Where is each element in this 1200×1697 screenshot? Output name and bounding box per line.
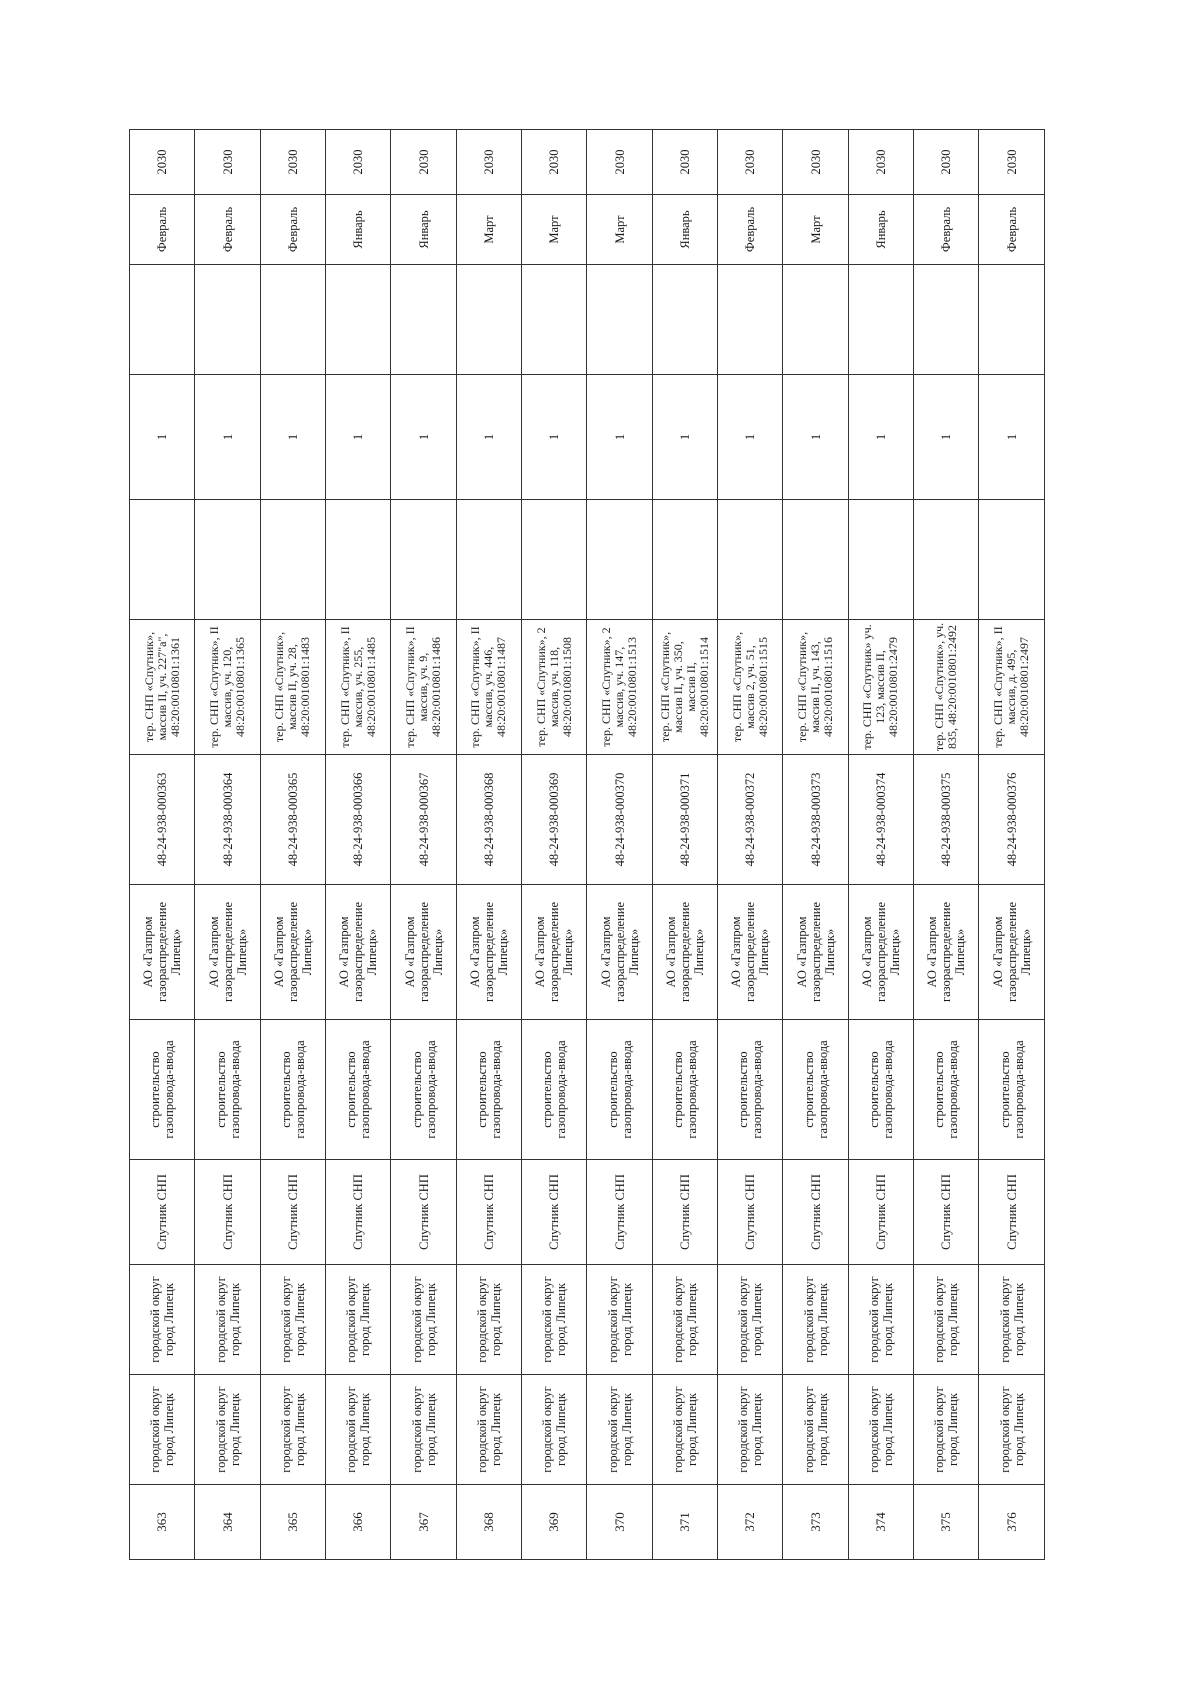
district-cell: городской округ город Липецк xyxy=(652,1375,717,1485)
month-cell: Февраль xyxy=(979,195,1044,265)
quantity-cell: 1 xyxy=(456,375,521,500)
settlement-cell: городской округ город Липецк xyxy=(456,1265,521,1375)
object-code-cell: 48-24-938-000364 xyxy=(195,755,260,885)
organization-cell: АО «Газпром газораспределение Липецк» xyxy=(391,885,456,1020)
location-cell: тер. СНП «Спутник», II массив, уч. 120, 48:20:0010801:1365 xyxy=(195,620,260,755)
work-type-cell: строительство газопровода-ввода xyxy=(456,1020,521,1160)
table-row xyxy=(195,130,260,1560)
organization-cell: АО «Газпром газораспределение Липецк» xyxy=(326,885,391,1020)
year-cell: 2030 xyxy=(456,130,521,195)
organization-cell: АО «Газпром газораспределение Липецк» xyxy=(130,885,195,1020)
object-code-cell: 48-24-938-000374 xyxy=(848,755,913,885)
month-cell: Январь xyxy=(848,195,913,265)
quantity-cell: 1 xyxy=(979,375,1044,500)
table-body xyxy=(130,130,1045,1560)
location-cell: тер. СНП «Спутник», 2 массив, уч. 118, 48:20:0010801:1508 xyxy=(522,620,587,755)
work-type-cell: строительство газопровода-ввода xyxy=(914,1020,979,1160)
district-cell: городской округ город Липецк xyxy=(130,1375,195,1485)
location-cell: тер. СНП «Спутник» уч. 123, массив II, 48:20:0010801:2479 xyxy=(848,620,913,755)
empty-cell xyxy=(914,265,979,375)
organization-cell: АО «Газпром газораспределение Липецк» xyxy=(587,885,652,1020)
month-cell: Март xyxy=(522,195,587,265)
row-number: 369 xyxy=(522,1485,587,1560)
empty-cell xyxy=(848,500,913,620)
empty-cell xyxy=(979,265,1044,375)
quantity-cell: 1 xyxy=(195,375,260,500)
table-row xyxy=(718,130,783,1560)
district-cell: городской округ город Липецк xyxy=(914,1375,979,1485)
year-cell: 2030 xyxy=(587,130,652,195)
month-cell: Февраль xyxy=(718,195,783,265)
object-code-cell: 48-24-938-000370 xyxy=(587,755,652,885)
row-number: 368 xyxy=(456,1485,521,1560)
district-cell: городской округ город Липецк xyxy=(587,1375,652,1485)
district-cell: городской округ город Липецк xyxy=(326,1375,391,1485)
work-type-cell: строительство газопровода-ввода xyxy=(718,1020,783,1160)
object-code-cell: 48-24-938-000363 xyxy=(130,755,195,885)
settlement-cell: городской округ город Липецк xyxy=(260,1265,325,1375)
month-cell: Январь xyxy=(326,195,391,265)
district-cell: городской округ город Липецк xyxy=(456,1375,521,1485)
empty-cell xyxy=(587,265,652,375)
row-number: 365 xyxy=(260,1485,325,1560)
year-cell: 2030 xyxy=(652,130,717,195)
settlement-cell: городской округ город Липецк xyxy=(130,1265,195,1375)
month-cell: Февраль xyxy=(914,195,979,265)
year-cell: 2030 xyxy=(260,130,325,195)
object-name-cell: Спутник СНП xyxy=(522,1160,587,1265)
year-cell: 2030 xyxy=(914,130,979,195)
row-number: 363 xyxy=(130,1485,195,1560)
settlement-cell: городской округ город Липецк xyxy=(979,1265,1044,1375)
quantity-cell: 1 xyxy=(783,375,848,500)
month-cell: Март xyxy=(783,195,848,265)
table-row xyxy=(326,130,391,1560)
month-cell: Февраль xyxy=(195,195,260,265)
empty-cell xyxy=(195,500,260,620)
object-code-cell: 48-24-938-000375 xyxy=(914,755,979,885)
quantity-cell: 1 xyxy=(652,375,717,500)
quantity-cell: 1 xyxy=(522,375,587,500)
empty-cell xyxy=(652,265,717,375)
table-row xyxy=(260,130,325,1560)
empty-cell xyxy=(522,265,587,375)
object-name-cell: Спутник СНП xyxy=(718,1160,783,1265)
row-number: 370 xyxy=(587,1485,652,1560)
location-cell: тер. СНП «Спутник», массив II, уч. 143, 48:20:0010801:1516 xyxy=(783,620,848,755)
location-cell: тер. СНП «Спутник», массив II, уч. 227"а", 48:20:0010801:1361 xyxy=(130,620,195,755)
work-type-cell: строительство газопровода-ввода xyxy=(195,1020,260,1160)
rotated-table-container xyxy=(129,130,1044,1560)
object-code-cell: 48-24-938-000372 xyxy=(718,755,783,885)
empty-cell xyxy=(195,265,260,375)
work-type-cell: строительство газопровода-ввода xyxy=(391,1020,456,1160)
district-cell: городской округ город Липецк xyxy=(522,1375,587,1485)
object-name-cell: Спутник СНП xyxy=(783,1160,848,1265)
empty-cell xyxy=(456,265,521,375)
district-cell: городской округ город Липецк xyxy=(979,1375,1044,1485)
organization-cell: АО «Газпром газораспределение Липецк» xyxy=(783,885,848,1020)
row-number: 373 xyxy=(783,1485,848,1560)
empty-cell xyxy=(130,500,195,620)
quantity-cell: 1 xyxy=(130,375,195,500)
quantity-cell: 1 xyxy=(326,375,391,500)
work-type-cell: строительство газопровода-ввода xyxy=(652,1020,717,1160)
location-cell: тер. СНП «Спутник», II массив, д. 495, 48:20:0010801:2497 xyxy=(979,620,1044,755)
object-name-cell: Спутник СНП xyxy=(587,1160,652,1265)
year-cell: 2030 xyxy=(522,130,587,195)
object-name-cell: Спутник СНП xyxy=(848,1160,913,1265)
work-type-cell: строительство газопровода-ввода xyxy=(522,1020,587,1160)
organization-cell: АО «Газпром газораспределение Липецк» xyxy=(914,885,979,1020)
empty-cell xyxy=(326,500,391,620)
location-cell: тер. СНП «Спутник», 2 массив, уч. 147, 48:20:0010801:1513 xyxy=(587,620,652,755)
row-number: 374 xyxy=(848,1485,913,1560)
object-name-cell: Спутник СНП xyxy=(130,1160,195,1265)
row-number: 364 xyxy=(195,1485,260,1560)
settlement-cell: городской округ город Липецк xyxy=(326,1265,391,1375)
location-cell: тер. СНП «Спутник», уч. 835, 48:20:0010801:2492 xyxy=(914,620,979,755)
object-code-cell: 48-24-938-000369 xyxy=(522,755,587,885)
quantity-cell: 1 xyxy=(718,375,783,500)
object-name-cell: Спутник СНП xyxy=(391,1160,456,1265)
district-cell: городской округ город Липецк xyxy=(260,1375,325,1485)
location-cell: тер. СНП «Спутник», массив II, уч. 350, массив II, 48:20:0010801:1514 xyxy=(652,620,717,755)
row-number: 371 xyxy=(652,1485,717,1560)
settlement-cell: городской округ город Липецк xyxy=(652,1265,717,1375)
year-cell: 2030 xyxy=(718,130,783,195)
quantity-cell: 1 xyxy=(848,375,913,500)
settlement-cell: городской округ город Липецк xyxy=(195,1265,260,1375)
work-type-cell: строительство газопровода-ввода xyxy=(130,1020,195,1160)
object-code-cell: 48-24-938-000373 xyxy=(783,755,848,885)
organization-cell: АО «Газпром газораспределение Липецк» xyxy=(456,885,521,1020)
empty-cell xyxy=(391,500,456,620)
row-number: 376 xyxy=(979,1485,1044,1560)
year-cell: 2030 xyxy=(391,130,456,195)
object-name-cell: Спутник СНП xyxy=(979,1160,1044,1265)
organization-cell: АО «Газпром газораспределение Липецк» xyxy=(979,885,1044,1020)
object-name-cell: Спутник СНП xyxy=(326,1160,391,1265)
object-code-cell: 48-24-938-000371 xyxy=(652,755,717,885)
row-number: 367 xyxy=(391,1485,456,1560)
month-cell: Февраль xyxy=(260,195,325,265)
organization-cell: АО «Газпром газораспределение Липецк» xyxy=(195,885,260,1020)
month-cell: Март xyxy=(587,195,652,265)
empty-cell xyxy=(783,500,848,620)
district-cell: городской округ город Липецк xyxy=(391,1375,456,1485)
table-row xyxy=(587,130,652,1560)
quantity-cell: 1 xyxy=(260,375,325,500)
empty-cell xyxy=(260,265,325,375)
month-cell: Январь xyxy=(652,195,717,265)
year-cell: 2030 xyxy=(848,130,913,195)
district-cell: городской округ город Липецк xyxy=(195,1375,260,1485)
table-row xyxy=(783,130,848,1560)
table-row xyxy=(456,130,521,1560)
location-cell: тер. СНП «Спутник», массив II, уч. 28, 48:20:0010801:1483 xyxy=(260,620,325,755)
empty-cell xyxy=(130,265,195,375)
year-cell: 2030 xyxy=(783,130,848,195)
row-number: 366 xyxy=(326,1485,391,1560)
object-name-cell: Спутник СНП xyxy=(652,1160,717,1265)
empty-cell xyxy=(783,265,848,375)
object-name-cell: Спутник СНП xyxy=(260,1160,325,1265)
location-cell: тер. СНП «Спутник», II массив, уч. 9, 48:20:0010801:1486 xyxy=(391,620,456,755)
object-name-cell: Спутник СНП xyxy=(195,1160,260,1265)
quantity-cell: 1 xyxy=(587,375,652,500)
table-row xyxy=(391,130,456,1560)
settlement-cell: городской округ город Липецк xyxy=(522,1265,587,1375)
empty-cell xyxy=(979,500,1044,620)
empty-cell xyxy=(391,265,456,375)
work-type-cell: строительство газопровода-ввода xyxy=(783,1020,848,1160)
settlement-cell: городской округ город Липецк xyxy=(914,1265,979,1375)
object-name-cell: Спутник СНП xyxy=(914,1160,979,1265)
empty-cell xyxy=(522,500,587,620)
district-cell: городской округ город Липецк xyxy=(848,1375,913,1485)
empty-cell xyxy=(718,500,783,620)
empty-cell xyxy=(326,265,391,375)
location-cell: тер. СНП «Спутник», II массив, уч. 446, 48:20:0010801:1487 xyxy=(456,620,521,755)
organization-cell: АО «Газпром газораспределение Липецк» xyxy=(718,885,783,1020)
organization-cell: АО «Газпром газораспределение Липецк» xyxy=(522,885,587,1020)
year-cell: 2030 xyxy=(326,130,391,195)
month-cell: Январь xyxy=(391,195,456,265)
year-cell: 2030 xyxy=(195,130,260,195)
year-cell: 2030 xyxy=(979,130,1044,195)
work-type-cell: строительство газопровода-ввода xyxy=(979,1020,1044,1160)
object-code-cell: 48-24-938-000368 xyxy=(456,755,521,885)
empty-cell xyxy=(260,500,325,620)
quantity-cell: 1 xyxy=(391,375,456,500)
empty-cell xyxy=(456,500,521,620)
organization-cell: АО «Газпром газораспределение Липецк» xyxy=(260,885,325,1020)
year-cell: 2030 xyxy=(130,130,195,195)
quantity-cell: 1 xyxy=(914,375,979,500)
row-number: 372 xyxy=(718,1485,783,1560)
object-code-cell: 48-24-938-000365 xyxy=(260,755,325,885)
empty-cell xyxy=(718,265,783,375)
table-row xyxy=(979,130,1044,1560)
empty-cell xyxy=(652,500,717,620)
district-cell: городской округ город Липецк xyxy=(783,1375,848,1485)
table-row xyxy=(652,130,717,1560)
district-cell: городской округ город Липецк xyxy=(718,1375,783,1485)
table-row xyxy=(130,130,195,1560)
object-code-cell: 48-24-938-000366 xyxy=(326,755,391,885)
table-row xyxy=(848,130,913,1560)
settlement-cell: городской округ город Липецк xyxy=(587,1265,652,1375)
empty-cell xyxy=(587,500,652,620)
object-name-cell: Спутник СНП xyxy=(456,1160,521,1265)
row-number: 375 xyxy=(914,1485,979,1560)
object-code-cell: 48-24-938-000376 xyxy=(979,755,1044,885)
organization-cell: АО «Газпром газораспределение Липецк» xyxy=(848,885,913,1020)
work-type-cell: строительство газопровода-ввода xyxy=(848,1020,913,1160)
work-type-cell: строительство газопровода-ввода xyxy=(260,1020,325,1160)
table-row xyxy=(914,130,979,1560)
settlement-cell: городской округ город Липецк xyxy=(848,1265,913,1375)
location-cell: тер. СНП «Спутник», массив 2, уч. 51, 48:20:0010801:1515 xyxy=(718,620,783,755)
month-cell: Март xyxy=(456,195,521,265)
work-type-cell: строительство газопровода-ввода xyxy=(587,1020,652,1160)
organization-cell: АО «Газпром газораспределение Липецк» xyxy=(652,885,717,1020)
empty-cell xyxy=(848,265,913,375)
gas-connection-table xyxy=(129,129,1045,1560)
settlement-cell: городской округ город Липецк xyxy=(718,1265,783,1375)
table-row xyxy=(522,130,587,1560)
settlement-cell: городской округ город Липецк xyxy=(783,1265,848,1375)
month-cell: Февраль xyxy=(130,195,195,265)
empty-cell xyxy=(914,500,979,620)
settlement-cell: городской округ город Липецк xyxy=(391,1265,456,1375)
work-type-cell: строительство газопровода-ввода xyxy=(326,1020,391,1160)
object-code-cell: 48-24-938-000367 xyxy=(391,755,456,885)
location-cell: тер. СНП «Спутник», II массив, уч. 255, 48:20:0010801:1485 xyxy=(326,620,391,755)
